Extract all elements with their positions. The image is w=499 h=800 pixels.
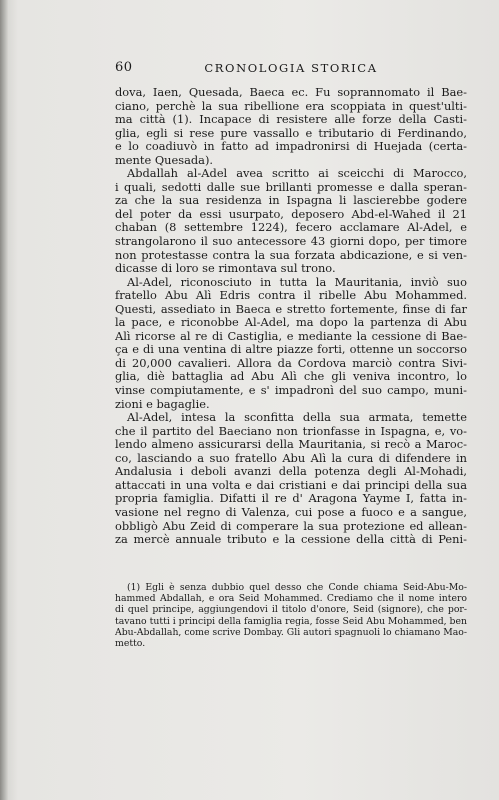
text-line: obbligò Abu Zeid di comperare la sua protezione ed allean- bbox=[115, 519, 467, 533]
text-line: Questi, assediato in Baeca e stretto fortemente, finse di far bbox=[115, 302, 467, 316]
text-line: dova, Iaen, Quesada, Baeca ec. Fu soprannomato il Bae- bbox=[115, 86, 467, 99]
text-line: vasione nel regno di Valenza, cui pose a fuoco e a sangue, bbox=[115, 505, 467, 519]
text-line: non protestasse contra la sua forzata abdicazione, e si ven- bbox=[115, 248, 467, 262]
text-line: di 20,000 cavalieri. Allora da Cordova marciò contra Sivi- bbox=[115, 356, 467, 370]
footnote-line: Abu-Abdallah, come scrive Dombay. Gli autori spagnuoli lo chiamano Mao- bbox=[115, 626, 467, 638]
running-title: CRONOLOGIA STORICA bbox=[204, 61, 378, 75]
footnote-line: metto. bbox=[115, 637, 146, 649]
text-line: za che la sua residenza in Ispagna li lascierebbe godere bbox=[115, 194, 467, 208]
gutter-shadow bbox=[0, 0, 8, 800]
text-line: dicasse di loro se rimontava sul trono. bbox=[115, 262, 336, 276]
text-line: e lo coadiuvò in fatto ad impadronirsi di Huejada (certa- bbox=[115, 140, 467, 154]
text-line: che il partito del Baeciano non trionfasse in Ispagna, e, vo- bbox=[115, 424, 467, 438]
text-line: vinse compiutamente, e s' impadronì del suo campo, muni- bbox=[115, 384, 467, 398]
text-line: glia, egli si rese pure vassallo e tributario di Ferdinando, bbox=[115, 126, 467, 140]
footnotes bbox=[115, 582, 467, 649]
text-line: Al-Adel, riconosciuto in tutta la Mauritania, inviò suo bbox=[127, 275, 467, 289]
text-line: propria famiglia. Difatti il re d' Aragona Yayme I, fatta in- bbox=[115, 492, 467, 506]
text-line: del poter da essi usurpato, deposero Abd-el-Wahed il 21 bbox=[115, 207, 467, 221]
text-line: co, lasciando a suo fratello Abu Alì la cura di difendere in bbox=[115, 451, 467, 465]
text-line: zioni e bagaglie. bbox=[115, 397, 210, 411]
footnote-line: di quel principe, aggiungendovi il titolo d'onore, Seid (signore), che por- bbox=[115, 604, 467, 616]
text-line: za mercè annuale tributo e la cessione della città di Peni- bbox=[115, 533, 467, 547]
main-text bbox=[115, 86, 467, 547]
text-line: ma città (1). Incapace di resistere alle forze della Casti- bbox=[115, 113, 467, 127]
page-header bbox=[115, 60, 467, 76]
text-line: lendo almeno assicurarsi della Mauritania, si recò a Maroc- bbox=[115, 438, 467, 452]
text-line: Abdallah al-Adel avea scritto ai sceicchi di Marocco, bbox=[127, 167, 467, 181]
footnote-line: tavano tutti i principi della famiglia regia, fosse Seid Abu Mohammed, ben bbox=[115, 615, 467, 627]
text-line: ça e di una ventina di altre piazze forti, ottenne un soccorso bbox=[115, 343, 467, 357]
text-line: chaban (8 settembre 1224), fecero acclamare Al-Adel, e bbox=[115, 221, 467, 235]
text-line: fratello Abu Alì Edris contra il ribelle Abu Mohammed. bbox=[115, 289, 467, 303]
text-line: Al-Adel, intesa la sconfitta della sua armata, temette bbox=[127, 411, 467, 425]
text-line: glia, diè battaglia ad Abu Alì che gli veniva incontro, lo bbox=[115, 370, 467, 384]
text-line: attaccati in una volta e dai cristiani e dai principi della sua bbox=[115, 478, 467, 492]
text-line: strangolarono il suo antecessore 43 giorni dopo, per timore bbox=[115, 235, 467, 249]
text-line: Alì ricorse al re di Castiglia, e mediante la cessione di Bae- bbox=[115, 329, 467, 343]
text-line: mente Quesada). bbox=[115, 153, 214, 167]
text-line: la pace, e riconobbe Al-Adel, ma dopo la partenza di Abu bbox=[115, 316, 467, 330]
footnote-line: (1) Egli è senza dubbio quel desso che Conde chiama Seid-Abu-Mo- bbox=[127, 582, 467, 593]
text-line: Andalusia i deboli avanzi della potenza degli Al-Mohadi, bbox=[115, 465, 467, 479]
footnote-line: hammed Abdallah, e ora Seid Mohammed. Crediamo che il nome intero bbox=[115, 593, 467, 605]
text-line: i quali, sedotti dalle sue brillanti promesse e dalla speran- bbox=[115, 180, 467, 194]
text-line: ciano, perchè la sua ribellione era scoppiata in quest'ulti- bbox=[115, 99, 467, 113]
page-number: 60 bbox=[115, 60, 133, 75]
